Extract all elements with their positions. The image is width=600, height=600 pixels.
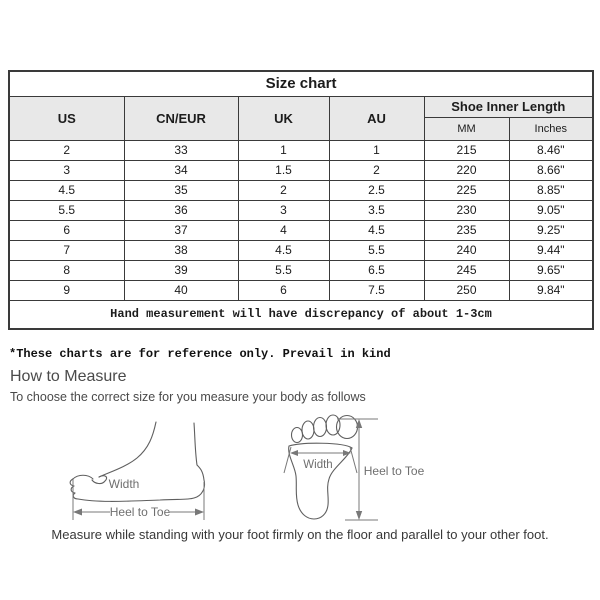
size-cell: 9.05" — [509, 200, 593, 220]
size-cell: 6 — [9, 220, 124, 240]
size-cell: 35 — [124, 180, 238, 200]
col-header-inner-length: Shoe Inner Length — [424, 96, 593, 117]
size-chart-table — [8, 70, 594, 330]
size-cell: 8 — [9, 260, 124, 280]
col-header-us: US — [9, 96, 124, 140]
arrowhead-right-icon — [195, 509, 204, 516]
arrowhead-left-icon — [290, 450, 298, 456]
toe-icon — [314, 418, 327, 437]
foot-side-view-illustration — [70, 422, 204, 520]
how-to-measure-subtitle: To choose the correct size for you measure your body as follows — [10, 390, 366, 404]
side-width-label: Width — [108, 477, 140, 491]
size-cell: 9.44" — [509, 240, 593, 260]
size-cell: 1 — [238, 140, 329, 160]
size-cell: 9.84" — [509, 280, 593, 300]
measuring-diagram — [60, 408, 440, 526]
measure-caption: Measure while standing with your foot firmly on the floor and parallel to your other foot. — [51, 527, 549, 542]
size-cell: 8.85" — [509, 180, 593, 200]
size-cell: 215 — [424, 140, 509, 160]
size-cell: 3 — [238, 200, 329, 220]
size-cell: 235 — [424, 220, 509, 240]
size-row — [9, 260, 593, 280]
size-cell: 6 — [238, 280, 329, 300]
size-cell: 3 — [9, 160, 124, 180]
col-header-uk: UK — [238, 96, 329, 140]
foot-top-view-illustration — [284, 415, 425, 520]
size-cell: 2 — [238, 180, 329, 200]
size-cell: 39 — [124, 260, 238, 280]
size-chart-section — [8, 70, 592, 330]
size-cell: 4.5 — [9, 180, 124, 200]
size-cell: 1.5 — [238, 160, 329, 180]
header-row-1 — [9, 96, 593, 117]
size-cell: 40 — [124, 280, 238, 300]
size-cell: 7 — [9, 240, 124, 260]
side-heel-to-toe-label: Heel to Toe — [109, 505, 171, 519]
toe-icon — [302, 421, 314, 439]
arrowhead-left-icon — [73, 509, 82, 516]
foot-instep-line — [99, 422, 156, 477]
size-cell: 5.5 — [238, 260, 329, 280]
top-heel-to-toe-label: Heel to Toe — [363, 464, 425, 478]
size-cell: 8.66" — [509, 160, 593, 180]
size-cell: 225 — [424, 180, 509, 200]
reference-note: *These charts are for reference only. Prevail in kind — [9, 347, 391, 361]
size-cell: 4.5 — [238, 240, 329, 260]
size-cell: 1 — [329, 140, 424, 160]
size-row — [9, 160, 593, 180]
arrowhead-down-icon — [356, 511, 362, 520]
note-row — [9, 300, 593, 329]
size-row — [9, 180, 593, 200]
size-cell: 36 — [124, 200, 238, 220]
size-cell: 6.5 — [329, 260, 424, 280]
size-cell: 4 — [238, 220, 329, 240]
size-cell: 245 — [424, 260, 509, 280]
foot-sole-outline — [289, 443, 352, 519]
size-row — [9, 200, 593, 220]
foot-big-toe-line — [73, 475, 93, 479]
size-cell: 9 — [9, 280, 124, 300]
col-header-mm: MM — [424, 117, 509, 140]
foot-sole-heel-line — [78, 423, 205, 501]
col-header-cneur: CN/EUR — [124, 96, 238, 140]
size-cell: 220 — [424, 160, 509, 180]
size-row — [9, 140, 593, 160]
size-chart-title: Size chart — [9, 71, 593, 96]
size-cell: 250 — [424, 280, 509, 300]
size-cell: 9.65" — [509, 260, 593, 280]
size-row — [9, 220, 593, 240]
size-cell: 240 — [424, 240, 509, 260]
foot-toes-line — [70, 479, 78, 499]
foot-toe-joint-line — [92, 476, 107, 484]
size-row — [9, 240, 593, 260]
size-cell: 38 — [124, 240, 238, 260]
size-cell: 4.5 — [329, 220, 424, 240]
how-to-measure-title: How to Measure — [10, 368, 127, 385]
size-cell: 9.25" — [509, 220, 593, 240]
size-row — [9, 280, 593, 300]
size-cell: 2 — [9, 140, 124, 160]
size-table-body — [9, 140, 593, 300]
size-cell: 34 — [124, 160, 238, 180]
toe-small-icon — [292, 428, 303, 443]
size-cell: 33 — [124, 140, 238, 160]
size-cell: 230 — [424, 200, 509, 220]
size-cell: 2.5 — [329, 180, 424, 200]
size-cell: 7.5 — [329, 280, 424, 300]
col-header-inches: Inches — [509, 117, 593, 140]
col-header-au: AU — [329, 96, 424, 140]
size-cell: 5.5 — [9, 200, 124, 220]
measurement-note: Hand measurement will have discrepancy of about 1-3cm — [9, 300, 593, 329]
top-width-label: Width — [303, 459, 333, 471]
title-row — [9, 71, 593, 96]
size-cell: 3.5 — [329, 200, 424, 220]
size-cell: 2 — [329, 160, 424, 180]
size-cell: 5.5 — [329, 240, 424, 260]
size-cell: 37 — [124, 220, 238, 240]
size-cell: 8.46" — [509, 140, 593, 160]
